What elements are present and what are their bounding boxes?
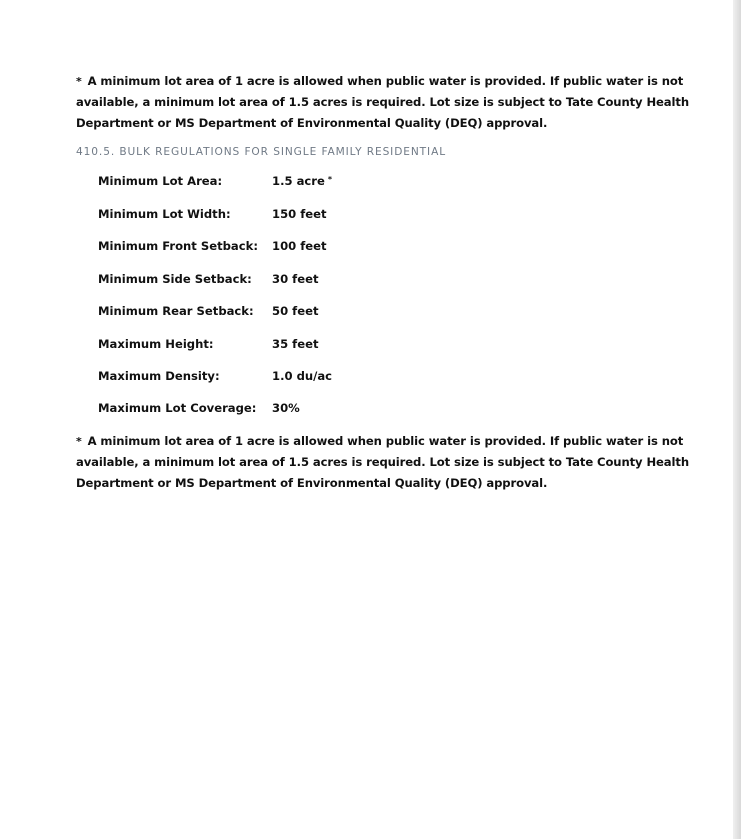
regulation-value: 150 feet: [272, 207, 327, 221]
lot-area-footnote-bottom: [76, 431, 690, 494]
regulation-value: 50 feet: [272, 304, 319, 318]
lot-area-footnote-top: [76, 71, 690, 134]
footnote-line: Department or MS Department of Environmental Quality (DEQ) approval.: [76, 476, 548, 490]
footnote-text: A minimum lot area of 1 acre is allowed when public water is provided. If public water is not: [87, 434, 684, 448]
regulation-value: 35 feet: [272, 337, 319, 351]
regulation-value: 100 feet: [272, 239, 327, 253]
regulation-label: Minimum Side Setback:: [98, 272, 252, 286]
section-heading: 410.5. BULK REGULATIONS FOR SINGLE FAMILY RESIDENTIAL: [76, 146, 447, 158]
regulation-label: Minimum Rear Setback:: [98, 304, 254, 318]
footnote-text: A minimum lot area of 1 acre is allowed when public water is provided. If public water is not: [87, 74, 684, 88]
regulation-value: 1.0 du/ac: [272, 369, 333, 383]
regulation-label: Minimum Lot Area:: [98, 174, 223, 188]
regulation-label: Minimum Front Setback:: [98, 239, 258, 253]
footnote-line: available, a minimum lot area of 1.5 acres is required. Lot size is subject to Tate County Health: [76, 95, 690, 109]
regulation-value: 30%: [272, 401, 300, 415]
regulation-label: Maximum Lot Coverage:: [98, 401, 257, 415]
footnote-line: [76, 431, 684, 452]
page-edge-shadow: [733, 0, 741, 839]
footnote-marker: *: [327, 175, 333, 184]
regulation-label: Maximum Density:: [98, 369, 220, 383]
footnote-line: available, a minimum lot area of 1.5 acres is required. Lot size is subject to Tate County Health: [76, 455, 690, 469]
footnote-asterisk: *: [76, 435, 82, 448]
regulation-label: Minimum Lot Width:: [98, 207, 231, 221]
footnote-line: Department or MS Department of Environmental Quality (DEQ) approval.: [76, 116, 548, 130]
footnote-line: [76, 71, 684, 92]
regulation-value: [272, 174, 332, 188]
footnote-asterisk: *: [76, 75, 82, 88]
regulation-value: 30 feet: [272, 272, 319, 286]
regulation-label: Maximum Height:: [98, 337, 214, 351]
regulation-value-text: 1.5 acre: [272, 174, 325, 188]
